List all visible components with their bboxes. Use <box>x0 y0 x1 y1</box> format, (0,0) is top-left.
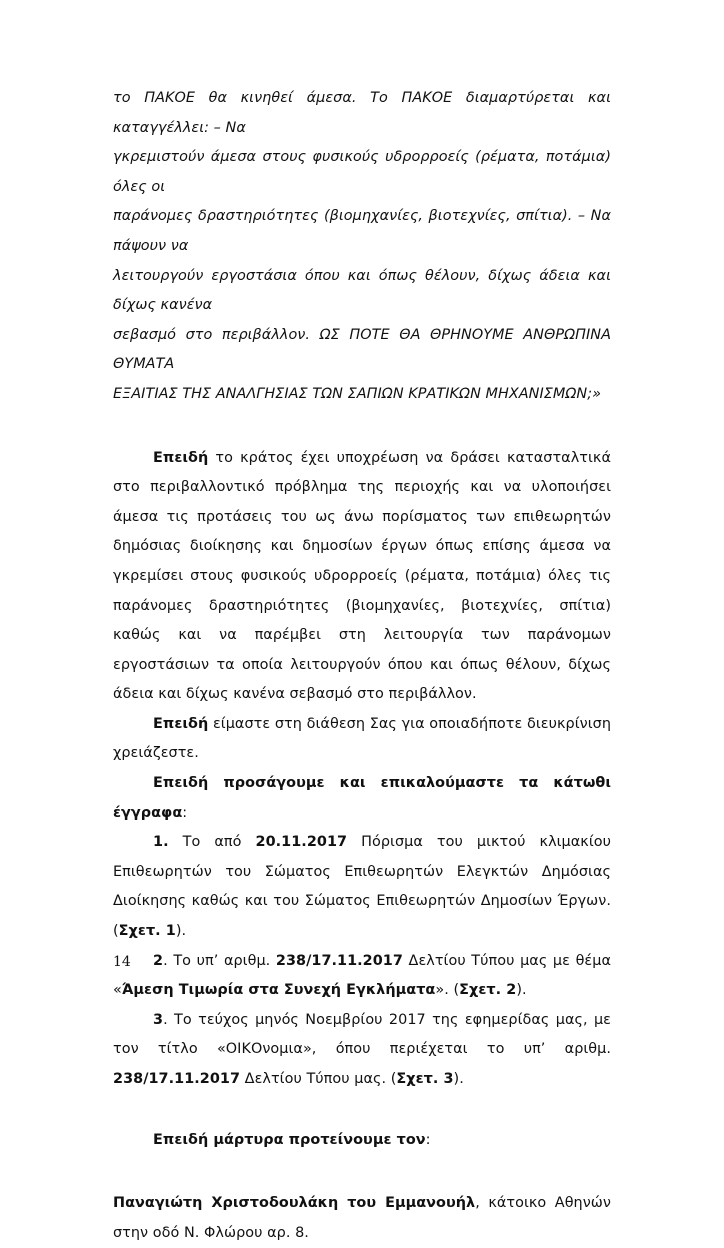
paragraph-text: το κράτος έχει υποχρέωση να δράσει κατασταλτικά στο περιβαλλοντικό πρόβλημα της περιοχής και να υλοποιήσει άμεσα τις προτάσεις του ως άνω πορίσματος των επιθεωρητών δημόσιας διοίκησης και δημοσίων έργων όπως επίσης άμεσα να γκρεμίσει στους φυσικούς υδρορροείς (ρέματα, ποτάμια) όλες τις παράνομες δραστηριότητες (βιομηχανίες, βιοτεχνίες, σπίτια) καθώς και να παρέμβει στη λειτουργία των παράνομων εργοστάσιων τα οποία λειτουργούν όπου και όπως θέλουν, δίχως άδεια και δίχως κανένα σεβασμό στο περιβάλλον. <box>113 449 611 703</box>
item-text: Δελτίου Τύπου μας. ( <box>240 1071 397 1087</box>
item-reference: Σχετ. 3 <box>396 1071 454 1087</box>
item-text: Δελτίου Τύπου μας με θέμα « <box>113 952 612 999</box>
heading-colon: : <box>425 1131 431 1148</box>
document-page <box>113 84 611 1248</box>
paragraph-state-obligation <box>113 444 611 710</box>
lead-word: Επειδή <box>153 715 209 732</box>
item-text: ». ( <box>435 982 460 999</box>
quote-line: το ΠΑΚΟΕ θα κινηθεί άμεσα. Το ΠΑΚΟΕ διαμαρτύρεται και καταγγέλλει: – Να <box>113 90 611 136</box>
item-reference: Σχετ. 2 <box>459 982 517 999</box>
item-text: ). <box>453 1071 464 1087</box>
witness-name: Παναγιώτη Χριστοδουλάκη του Εμμανουήλ <box>113 1195 476 1212</box>
item-text: . Το τεύχος μηνός Νοεμβρίου 2017 της εφημερίδας μας, με τον τίτλο «ΟΙΚΟνομια», όπου περιέχεται το υπ’ αριθμ. <box>113 1011 611 1058</box>
document-item-3 <box>113 1006 611 1095</box>
quote-line: ΕΞΑΙΤΙΑΣ ΤΗΣ ΑΝΑΛΓΗΣΙΑΣ ΤΩΝ ΣΑΠΙΩΝ ΚΡΑΤΙΚΩΝ ΜΗΧΑΝΙΣΜΩΝ;» <box>113 385 602 402</box>
item-number: 1. <box>153 834 169 851</box>
item-date: 20.11.2017 <box>255 834 348 851</box>
paragraph-availability <box>113 710 611 769</box>
quote-line: λειτουργούν εργοστάσια όπου και όπως θέλουν, δίχως άδεια και δίχως κανένα <box>113 267 611 314</box>
item-doc-number: 238/17.11.2017 <box>275 952 403 969</box>
quote-line: γκρεμιστούν άμεσα στους φυσικούς υδρορροείς (ρέματα, ποτάμια) όλες οι <box>113 149 611 195</box>
lead-word: Επειδή <box>153 449 209 466</box>
quote-block <box>113 84 611 410</box>
page-number: 14 <box>113 954 131 970</box>
item-text: Πόρισμα του μικτού κλιμακίου Επιθεωρητών του Σώματος Επιθεωρητών Ελεγκτών Δημόσιας Διοίκησης καθώς και του Σώματος Επιθεωρητών Δημοσίων Έργων. ( <box>113 834 611 940</box>
witness-address: , κάτοικο Αθηνών στην οδό Ν. Φλώρου αρ. 8. <box>113 1195 611 1241</box>
paragraph-witness-heading <box>113 1126 611 1156</box>
item-text: ). <box>175 923 187 940</box>
paragraph-text: είμαστε στη διάθεση Σας για οποιαδήποτε διευκρίνιση χρειάζεστε. <box>113 715 611 762</box>
paragraph-witness <box>113 1189 611 1248</box>
witness-heading: Επειδή μάρτυρα προτείνουμε τον <box>153 1131 426 1148</box>
quote-line: σεβασμό στο περιβάλλον. ΩΣ ΠΟΤΕ ΘΑ ΘΡΗΝΟΥΜΕ ΑΝΘΡΩΠΙΝΑ ΘΥΜΑΤΑ <box>113 326 611 373</box>
paragraph-documents-heading <box>113 769 611 828</box>
item-number: 2 <box>153 952 164 969</box>
quote-line: παράνομες δραστηριότητες (βιομηχανίες, βιοτεχνίες, σπίτια). – Να πάψουν να <box>113 208 611 254</box>
heading-colon: : <box>182 804 188 821</box>
item-subject: Άμεση Τιμωρία στα Συνεχή Εγκλήματα <box>121 982 436 999</box>
item-doc-number: 238/17.11.2017 <box>113 1071 241 1087</box>
item-text: ). <box>516 982 527 999</box>
document-item-1 <box>113 828 611 946</box>
item-text: Το από <box>168 834 256 851</box>
documents-heading: Επειδή προσάγουμε και επικαλούμαστε τα κάτωθι έγγραφα <box>113 775 611 821</box>
document-item-2 <box>113 947 611 1006</box>
item-number: 3 <box>153 1011 164 1028</box>
item-text: . Το υπ’ αριθμ. <box>163 952 276 969</box>
item-reference: Σχετ. 1 <box>118 923 176 940</box>
